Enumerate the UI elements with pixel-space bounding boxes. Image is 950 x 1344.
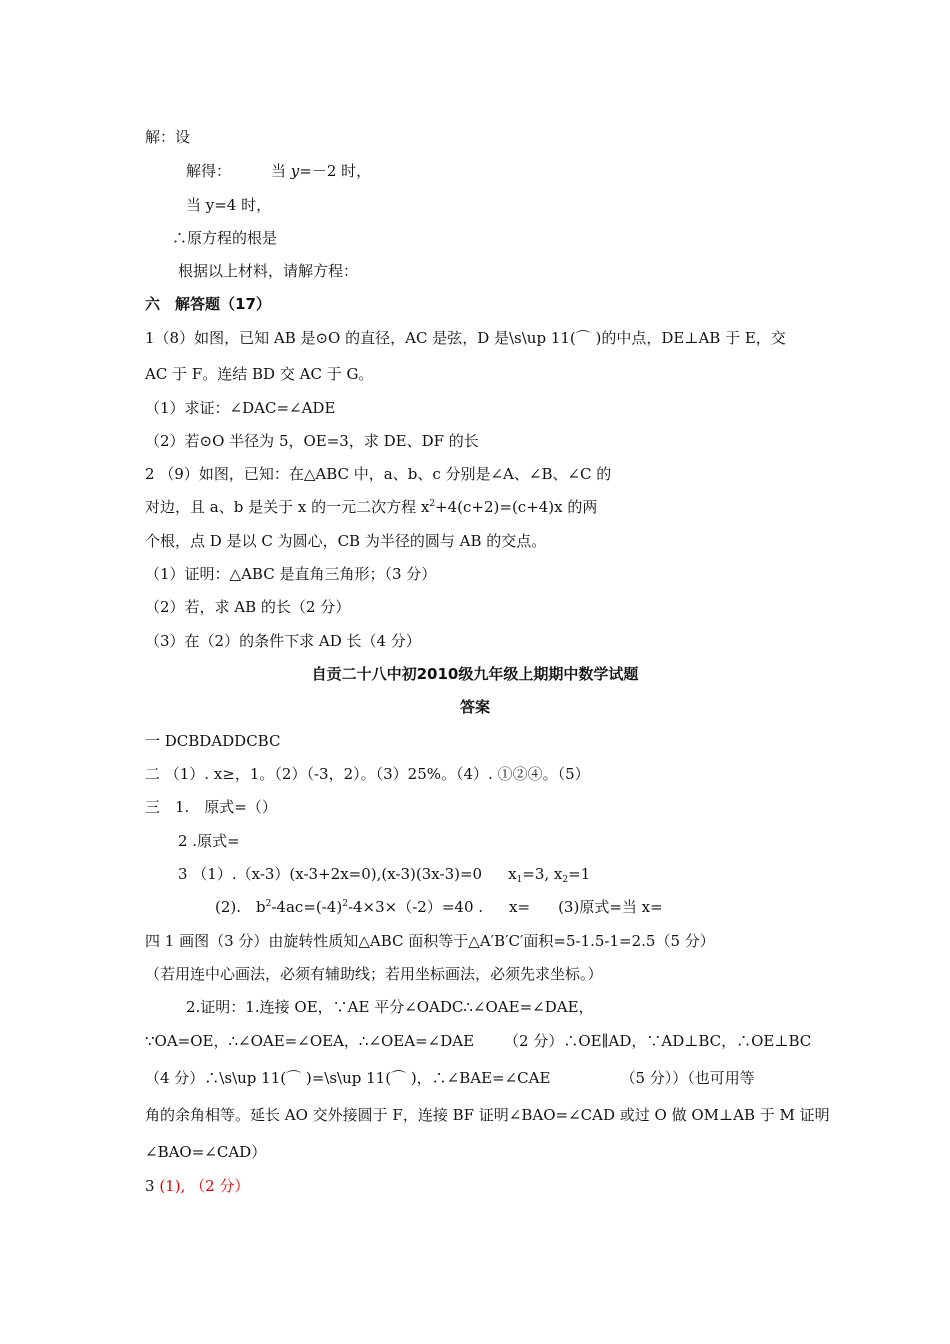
answer-section-1: 一 DCBDADDCBC (145, 732, 281, 750)
problem-2-part-2: （2）若，求 AB 的长（2 分） (145, 598, 351, 616)
line-solution-set: 解：设 (145, 128, 191, 146)
problem-2-text-cont2: 个根，点 D 是以 C 为圆心，CB 为半径的圆与 AB 的交点。 (145, 532, 547, 550)
problem-1-text-cont: AC 于 F。连结 BD 交 AC 于 G。 (145, 365, 374, 383)
line-solved: 解得： 当 y=－2 时， (186, 162, 372, 180)
answer-title: 自贡二十八中初2010级九年级上期期中数学试题 (311, 665, 639, 683)
answer-4-2-proof: 2.证明：1.连接 OE，∵AE 平分∠OADC∴∠OAE=∠DAE， (186, 998, 594, 1016)
answer-4-2-alt: 角的余角相等。延长 AO 交外接圆于 F，连接 BF 证明∠BAO=∠CAD 或过 O 做 OM⊥AB 于 M 证明 (145, 1106, 830, 1124)
line-when-y4: 当 y=4 时， (186, 196, 272, 214)
problem-2-text-cont: 对边，且 a、b 是关于 x 的一元二次方程 $x^2+4(c+2)=(c+4)x$ 的两 (145, 498, 598, 516)
answer-4-note: （若用连中心画法，必须有辅助线；若用坐标画法，必须先求坐标。） (145, 965, 603, 983)
answer-subtitle: 答案 (459, 698, 490, 716)
answer-3-2: 2 .原式= (178, 832, 240, 850)
problem-1-part-2: （2）若⊙O 半径为 5，OE=3，求 DE、DF 的长 (145, 432, 479, 450)
answer-3-3-2: (2). $b^2-4ac=(-4)^2-4\times 3\times(-2)=40$ . x= (3)原式=当 x= (215, 898, 663, 916)
answer-3-3-1: 3 （1）.（x-3）(x-3+2x=0),(x-3)(3x-3)=0 $x_1=3$, $x_2=1$ (178, 865, 591, 885)
problem-1-part-1: （1）求证：∠DAC=∠ADE (145, 399, 336, 417)
answer-4-2-alt-cont: ∠BAO=∠CAD） (145, 1143, 267, 1161)
answer-section-4: 四 1 画图（3 分）由旋转性质知△ABC 面积等于△A′B′C′面积=5-1.5-1=2.5（5 分） (145, 932, 715, 950)
problem-1-text: 1（8）如图，已知 AB 是⊙O 的直径，AC 是弦，D 是\s\up 11(⌒ )的中点，DE⊥AB 于 E，交 (145, 329, 786, 347)
problem-2-text: 2 （9）如图，已知：在△ABC 中，a、b、c 分别是∠A、∠B、∠C 的 (145, 465, 612, 483)
line-roots: ∴原方程的根是 (172, 229, 278, 247)
problem-2-part-1: （1）证明：△ABC 是直角三角形；（3 分） (145, 565, 437, 583)
answer-section-3: 三 1. 原式=（） (145, 798, 277, 816)
answer-4-3: 3 (1), （2 分） (145, 1177, 250, 1195)
answer-section-2: 二 （1）. x≥，1。（2）（-3，2）。（3）25%。（4）. ①②④。（5） (145, 765, 590, 783)
problem-2-part-3: （3）在（2）的条件下求 AD 长（4 分） (145, 632, 421, 650)
answer-4-2-proof-cont: ∵OA=OE，∴∠OAE=∠OEA，∴∠OEA=∠DAE （2 分）∴OE∥AD，∵AD⊥BC，∴OE⊥BC (145, 1032, 812, 1050)
line-solve-equation: 根据以上材料，请解方程： (178, 262, 359, 280)
section-heading-six: 六 解答题（17） (145, 295, 271, 313)
answer-4-2-proof-cont2: （4 分）∴\s\up 11(⌒ )=\s\up 11(⌒ )，∴∠BAE=∠CAE （5 分））（也可用等 (145, 1069, 755, 1087)
